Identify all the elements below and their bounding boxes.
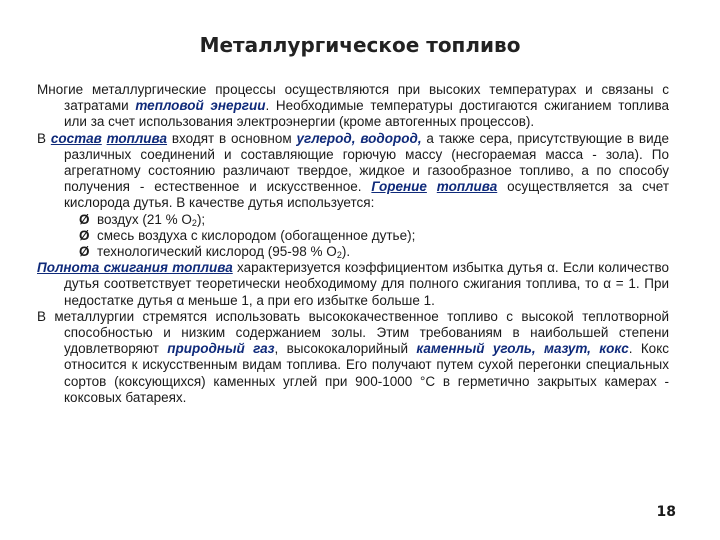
subscript-2: 2 <box>336 250 342 261</box>
paragraph-fuel-types <box>37 309 669 406</box>
list-item-enriched-text: смесь воздуха с кислородом (обогащенное дутье); <box>97 227 416 243</box>
slide-body <box>37 82 669 406</box>
list-item-oxygen-end: ). <box>341 244 351 260</box>
term-fuel: топлива <box>106 130 168 146</box>
term-fuel-2: топлива <box>436 179 498 195</box>
term-combustion: Горение <box>371 179 427 195</box>
p2-text-2: входят в основном <box>167 130 297 146</box>
p4-text-3: . Кокс относится к искусственным видам топлива. Его получают путем сухой перегонки специальных сортов (коксующихся) каменных углей при 900-1000 °С в герметично закрытых камерах - коксовых батареях. <box>64 341 670 405</box>
p3-text-1: характеризуется коэффициентом избытка дутья α. Если количество дутья соответствует теоретически необходимому для полного сжигания топлива, то α = 1. При недостатке дутья α меньше 1, а при его избытке больше 1. <box>64 260 669 308</box>
term-composition: состав <box>50 130 102 146</box>
slide-title: Металлургическое топливо <box>199 33 521 57</box>
list-item-air-end: ); <box>196 211 206 227</box>
term-combustion-completeness: Полнота сжигания топлива <box>37 260 233 276</box>
p4-text-2: , высококалорийный <box>274 341 417 357</box>
paragraph-fuel-composition <box>37 131 669 212</box>
list-item-enriched-blast <box>79 228 669 244</box>
subscript-2: 2 <box>191 217 197 228</box>
term-coal-fuel-oil-coke: каменный уголь, мазут, кокс <box>416 341 629 357</box>
paragraph-thermal-energy <box>37 82 669 131</box>
page-number: 18 <box>656 504 676 520</box>
list-item-oxygen-text: технологический кислород (95-98 % О <box>97 244 337 260</box>
blast-types-list <box>37 212 669 261</box>
p4-text-1: В металлургии стремятся использовать высококачественное топливо с высокой теплотворной способностью и низким содержанием золы. Этим требованиям в наибольшей степени удовлетворяют <box>37 308 669 357</box>
term-carbon-hydrogen: углерод, водород, <box>296 130 422 146</box>
p2-text-3: а также сера, присутствующие в виде различных соединений и составляющие горючую массу (несгораемая масса - зола). По агрегатному состоянию различают твердое, жидкое и газообразное топливо, а по способу получения - естественное и искусственное. <box>64 130 669 195</box>
p1-text-2: . Необходимые температуры достигаются сжиганием топлива или за счет использования электроэнергии (кроме автогенных процессов). <box>64 98 669 130</box>
term-natural-gas: природный газ <box>167 341 275 357</box>
term-thermal-energy: тепловой энергии <box>135 98 266 114</box>
p2-text-1: В <box>37 130 51 146</box>
p2-text-4: осуществляется за счет кислорода дутья. В качестве дутья используется: <box>64 179 669 211</box>
list-item-air-text: воздух (21 % О <box>97 211 192 227</box>
list-item-air <box>79 212 669 228</box>
p1-text-1: Многие металлургические процессы осуществляются при высоких температурах и связаны с затратами <box>37 82 669 114</box>
list-item-technical-oxygen <box>79 244 669 260</box>
paragraph-combustion-completeness <box>37 260 669 309</box>
